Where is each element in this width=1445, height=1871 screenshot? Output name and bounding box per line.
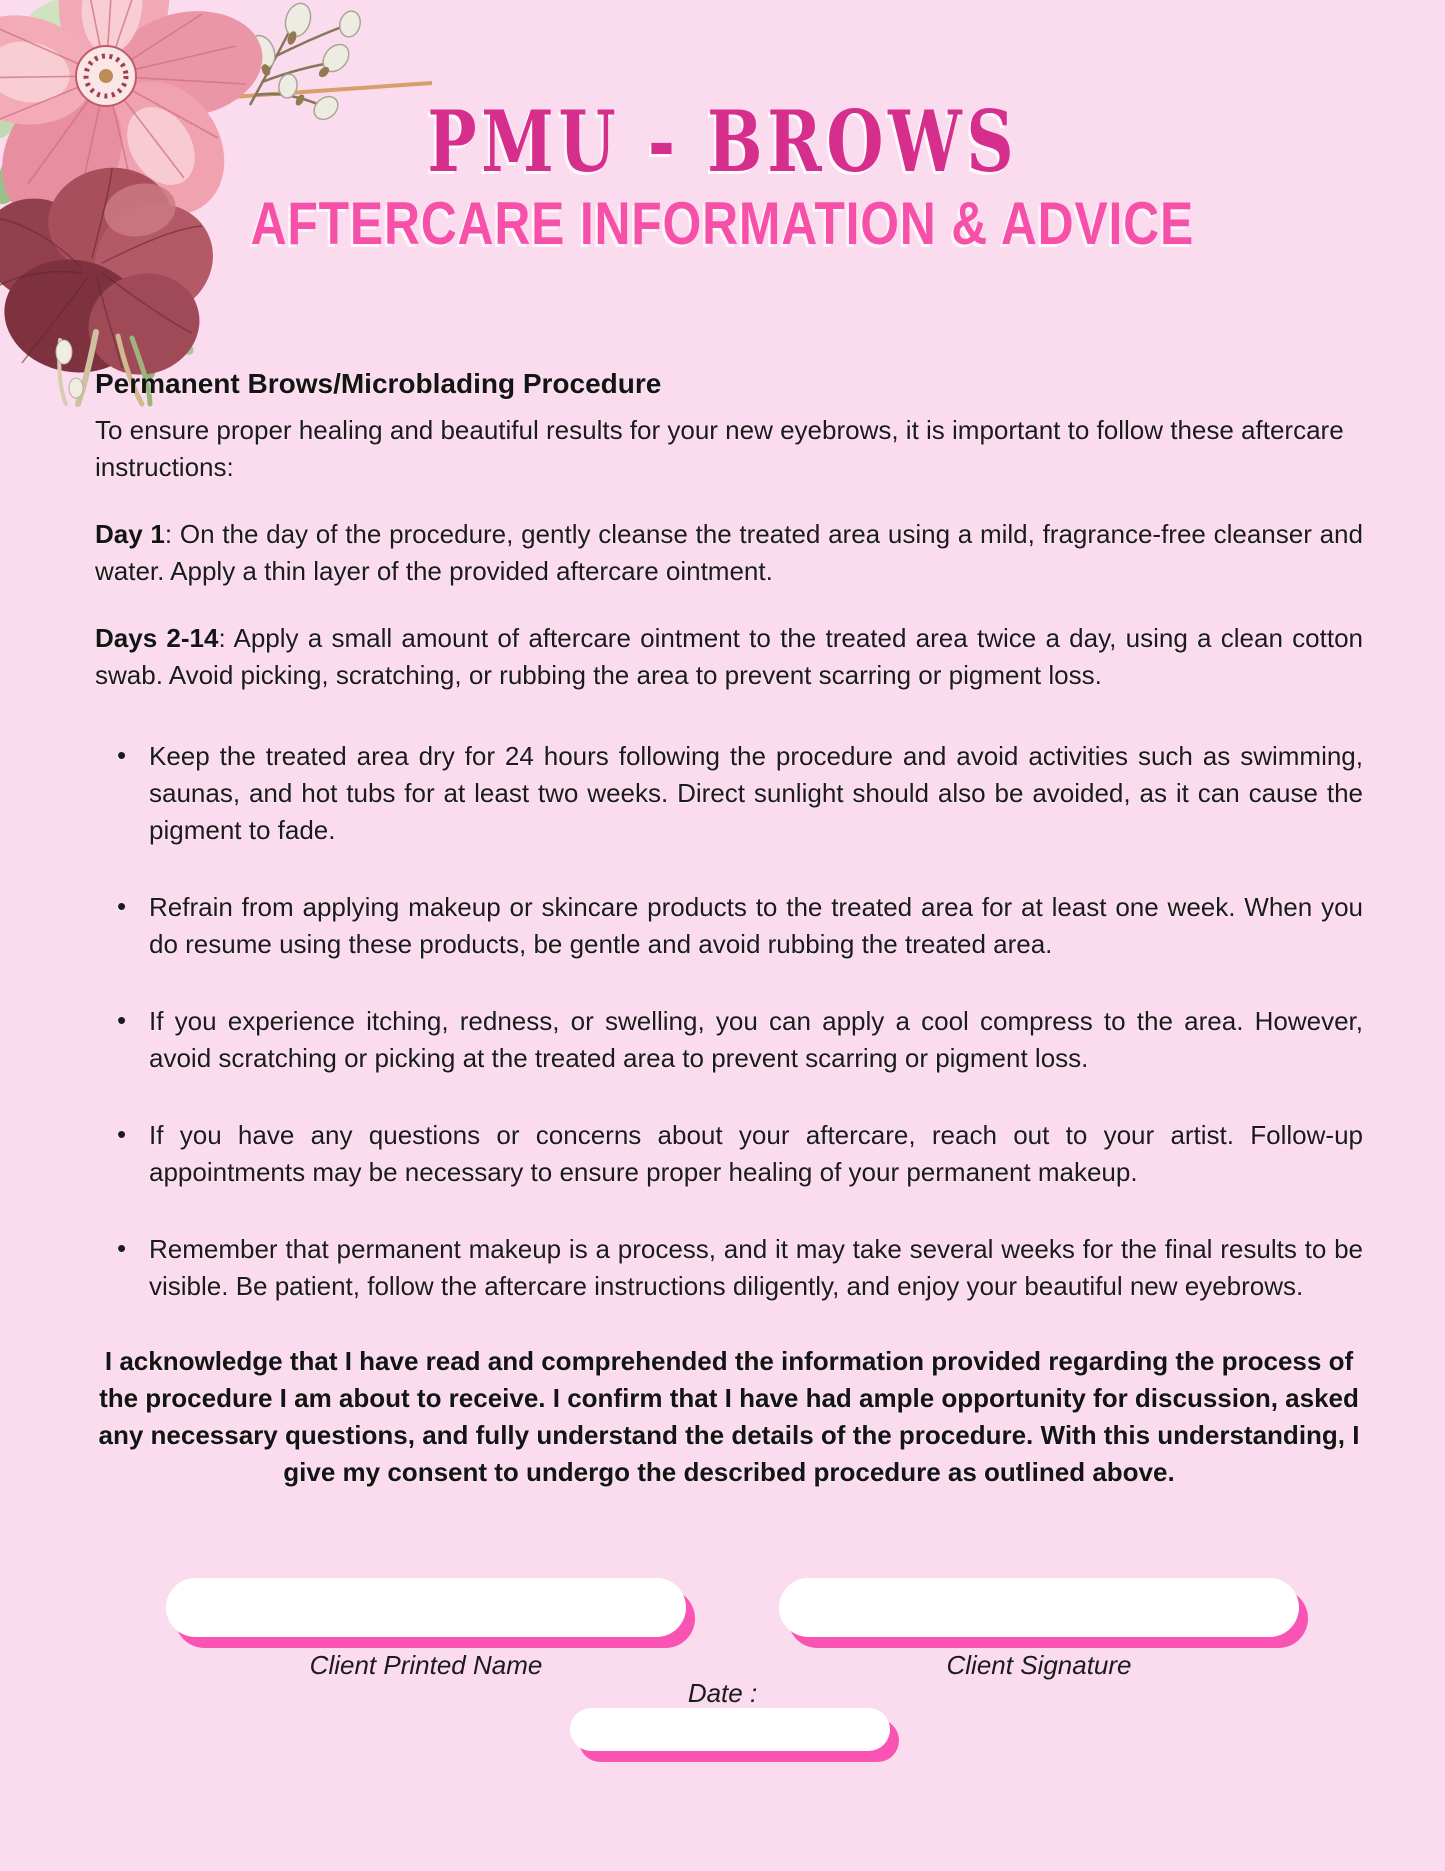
aftercare-bullet-list bbox=[95, 738, 1363, 1305]
acknowledgment-text: I acknowledge that I have read and comprehended the information provided regarding the process of the procedure I am about to receive. I confirm that I have had ample opportunity for discussion, asked any necessary questions, and fully understand the details of the procedure. With this understanding, I give my consent to undergo the described procedure as outlined above. bbox=[98, 1346, 1360, 1487]
list-item: • Keep the treated area dry for 24 hours following the procedure and avoid activities such as swimming, saunas, and hot tubs for at least two weeks. Direct sunlight should also be avoided, as it can cause the pigment to fade. bbox=[95, 738, 1363, 849]
list-item: • If you have any questions or concerns about your aftercare, reach out to your artist. Follow-up appointments may be necessary to ensure proper healing of your permanent makeup. bbox=[95, 1117, 1363, 1191]
days-2-14-label: Days 2-14 bbox=[95, 623, 219, 653]
list-item: • Refrain from applying makeup or skincare products to the treated area for at least one week. When you do resume using these products, be gentle and avoid rubbing the treated area. bbox=[95, 889, 1363, 963]
page-subtitle: AFTERCARE INFORMATION & ADVICE bbox=[250, 190, 1195, 257]
days-2-14-paragraph bbox=[95, 620, 1363, 694]
client-signature-field[interactable] bbox=[779, 1578, 1299, 1637]
date-label: Date : bbox=[687, 1678, 758, 1708]
list-item: • Remember that permanent makeup is a process, and it may take several weeks for the final results to be visible. Be patient, follow the aftercare instructions diligently, and enjoy your beautiful new eyebrows. bbox=[95, 1231, 1363, 1305]
client-printed-name-label: Client Printed Name bbox=[309, 1650, 543, 1680]
day1-paragraph bbox=[95, 516, 1363, 590]
client-printed-name-field[interactable] bbox=[166, 1578, 686, 1637]
section-heading: Permanent Brows/Microblading Procedure bbox=[95, 368, 662, 399]
body-content bbox=[95, 365, 1363, 1491]
day1-label: Day 1 bbox=[95, 519, 165, 549]
intro-paragraph: To ensure proper healing and beautiful results for your new eyebrows, it is important to follow these aftercare instructions: bbox=[95, 415, 1344, 482]
client-signature-label: Client Signature bbox=[946, 1650, 1132, 1680]
day1-text: : On the day of the procedure, gently cleanse the treated area using a mild, fragrance-free cleanser and water. Apply a thin layer of the provided aftercare ointment. bbox=[95, 519, 1363, 586]
list-item: • If you experience itching, redness, or swelling, you can apply a cool compress to the area. However, avoid scratching or picking at the treated area to prevent scarring or pigment loss. bbox=[95, 1003, 1363, 1077]
date-field[interactable] bbox=[570, 1708, 890, 1751]
days-2-14-text: : Apply a small amount of aftercare ointment to the treated area twice a day, using a clean cotton swab. Avoid picking, scratching, or rubbing the area to prevent scarring or pigment loss. bbox=[95, 623, 1363, 690]
page-title: PMU - BROWS bbox=[426, 92, 1019, 191]
